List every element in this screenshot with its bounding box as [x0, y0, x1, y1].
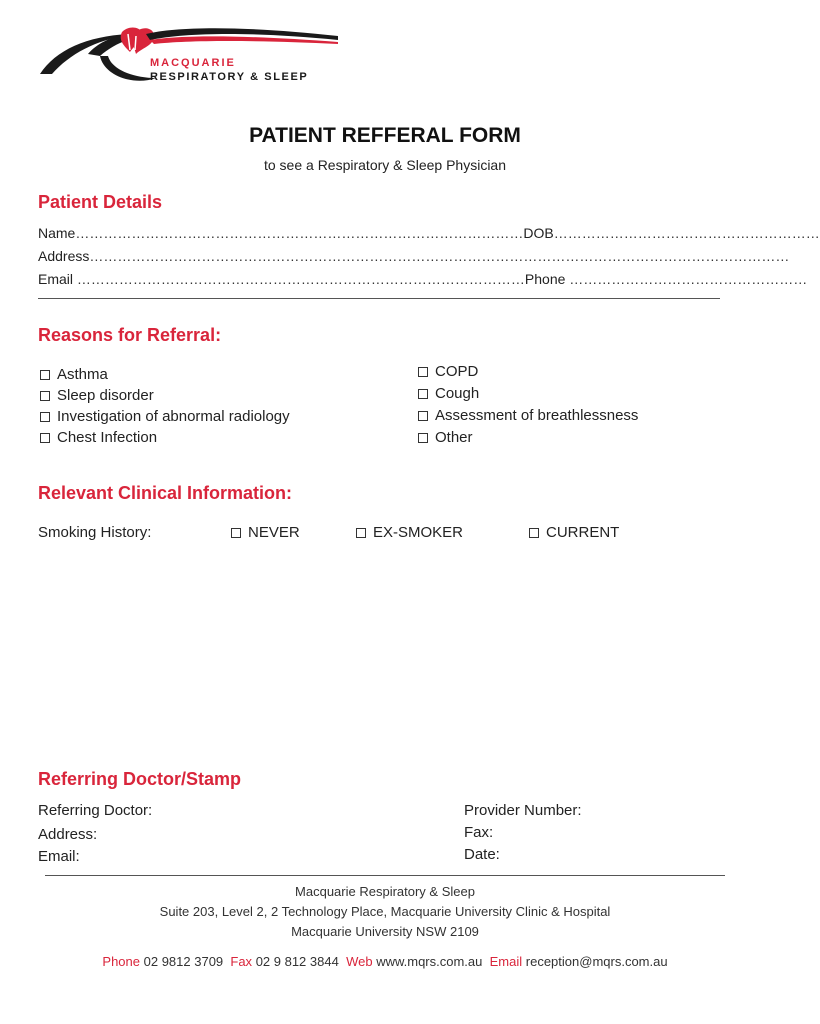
page-title: PATIENT REFFERAL FORM [249, 124, 521, 147]
footer-phone-label: Phone [102, 954, 140, 969]
logo-text-macquarie: MACQUARIE [150, 57, 236, 69]
footer-contact [0, 954, 770, 969]
date-label: Date: [464, 846, 500, 863]
checkbox[interactable] [418, 389, 428, 399]
reason-item[interactable]: COPD [418, 363, 638, 385]
doctor-right-fields [464, 802, 582, 868]
smoking-option-current[interactable]: CURRENT [529, 524, 619, 541]
fax-label: Fax: [464, 824, 494, 841]
name-label: Name [38, 225, 76, 241]
dob-label: DOB [523, 225, 554, 241]
referring-doctor-label: Referring Doctor: [38, 802, 153, 819]
checkbox[interactable] [40, 391, 50, 401]
reason-item[interactable]: Investigation of abnormal radiology [40, 408, 290, 429]
reason-item[interactable]: Other [418, 429, 638, 451]
footer-email-label: Email [489, 954, 523, 969]
checkbox[interactable] [40, 412, 50, 422]
reason-item[interactable]: Cough [418, 385, 638, 407]
dob-field[interactable]: ………………………………………………… [553, 225, 820, 241]
footer-phone[interactable]: 02 9812 3709 [143, 954, 224, 969]
page-subtitle: to see a Respiratory & Sleep Physician [263, 157, 506, 173]
email-phone-line [38, 271, 808, 287]
provider-number-label: Provider Number: [464, 802, 582, 819]
reason-item[interactable]: Chest Infection [40, 429, 290, 450]
phone-label: Phone [524, 271, 566, 287]
patient-details-heading: Patient Details [38, 192, 163, 212]
checkbox[interactable] [418, 411, 428, 421]
reason-item[interactable]: Sleep disorder [40, 387, 290, 408]
checkbox[interactable] [356, 528, 366, 538]
checkbox[interactable] [418, 367, 428, 377]
footer-web-label: Web [346, 954, 373, 969]
email-label: Email [38, 271, 74, 287]
reasons-heading: Reasons for Referral: [38, 325, 222, 345]
footer-city: Macquarie University NSW 2109 [291, 924, 479, 939]
footer-fax-label: Fax [230, 954, 253, 969]
reason-item[interactable]: Assessment of breathlessness [418, 407, 638, 429]
checkbox[interactable] [529, 528, 539, 538]
footer-fax: 02 9 812 3844 [255, 954, 339, 969]
smoking-option-ex-smoker[interactable]: EX-SMOKER [356, 524, 463, 541]
doctor-heading: Referring Doctor/Stamp [38, 769, 242, 789]
footer-divider [45, 875, 725, 876]
checkbox[interactable] [418, 433, 428, 443]
checkbox[interactable] [40, 370, 50, 380]
footer-email-link[interactable]: reception@mqrs.com.au [525, 954, 668, 969]
smoking-option-never[interactable]: NEVER [231, 524, 300, 541]
address-label: Address [38, 248, 90, 264]
address-field[interactable]: …………………………………………………………………………………………………………………………………… [89, 248, 790, 264]
smoking-history-label: Smoking History: [38, 524, 152, 541]
divider [38, 298, 720, 299]
name-dob-line [38, 225, 820, 241]
name-field[interactable]: …………………………………………………………………………………… [75, 225, 524, 241]
checkbox[interactable] [40, 433, 50, 443]
reasons-right-list [418, 363, 638, 451]
checkbox[interactable] [231, 528, 241, 538]
logo-text-respiratory: RESPIRATORY & SLEEP [150, 71, 309, 83]
reason-item[interactable]: Asthma [40, 366, 290, 387]
email-field[interactable]: …………………………………………………………………………………… [73, 271, 525, 287]
doctor-address-label: Address: [38, 826, 98, 843]
footer-address: Suite 203, Level 2, 2 Technology Place, Macquarie University Clinic & Hospital [159, 904, 611, 919]
footer-company: Macquarie Respiratory & Sleep [295, 884, 475, 899]
doctor-left-fields [38, 802, 152, 870]
phone-field[interactable]: …………………………………………… [565, 271, 808, 287]
doctor-email-label: Email: [38, 848, 80, 865]
footer-web-link[interactable]: www.mqrs.com.au [376, 954, 483, 969]
reasons-left-list [40, 366, 290, 450]
clinical-heading: Relevant Clinical Information: [38, 483, 293, 503]
address-line [38, 248, 790, 264]
